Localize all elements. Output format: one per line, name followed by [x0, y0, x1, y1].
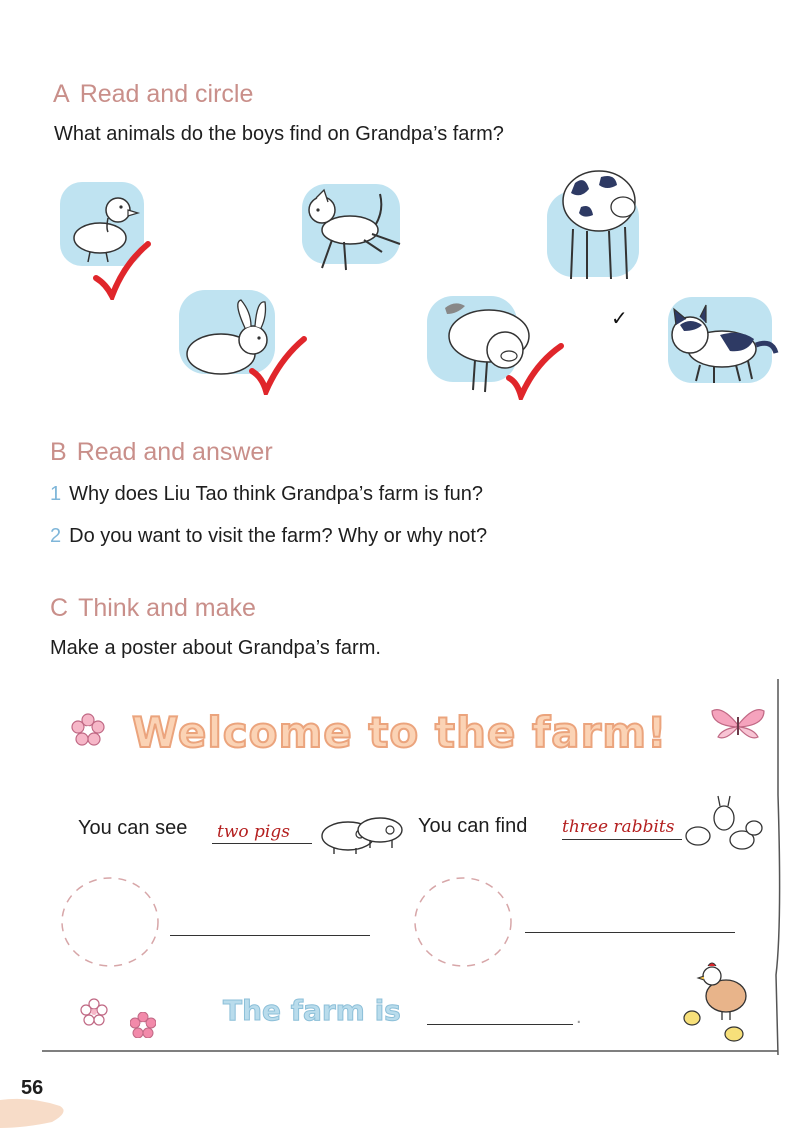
poster-title: Welcome to the farm!: [132, 708, 668, 757]
section-b-heading: [50, 438, 273, 467]
section-a-heading: [53, 80, 253, 109]
section-c-instruction: Make a poster about Grandpa’s farm.: [50, 637, 381, 659]
see-answer-line: [212, 843, 312, 844]
hen-and-chicks-icon: [678, 960, 760, 1048]
pink-flower-icon: [130, 1012, 156, 1038]
question-1-number: 1: [50, 483, 62, 505]
section-a-question: What animals do the boys find on Grandpa’s farm?: [54, 123, 504, 145]
question-2: [50, 525, 487, 548]
section-b-title: Read and answer: [76, 438, 273, 466]
section-a-title: Read and circle: [79, 80, 254, 108]
question-2-text: Do you want to visit the farm? Why or why not?: [69, 525, 488, 547]
cat-check-mark: ✓: [611, 306, 628, 330]
drawing-answer-line-left: [170, 935, 370, 936]
cow-picture: [545, 155, 655, 285]
rabbit-check-mark: [248, 335, 308, 395]
page-number: 56: [21, 1077, 44, 1099]
small-flower-icon: [80, 998, 108, 1026]
rabbits-icon: [680, 792, 764, 856]
question-1: [50, 483, 483, 506]
pig-check-mark: [505, 340, 565, 400]
section-a-letter: A: [53, 80, 70, 108]
section-c-heading: [50, 594, 256, 623]
pigs-icon: [314, 806, 406, 856]
see-label: You can see: [78, 817, 188, 839]
section-c-letter: C: [50, 594, 69, 622]
drawing-circle-left: [55, 872, 165, 972]
find-answer: three rabbits: [562, 817, 675, 837]
section-c-title: Think and make: [78, 594, 256, 622]
find-label: You can find: [418, 815, 528, 837]
drawing-circle-right: [408, 872, 518, 972]
flower-icon: [70, 712, 106, 748]
farm-is-period: .: [576, 1006, 582, 1028]
drawing-answer-line-right: [525, 932, 735, 933]
question-1-text: Why does Liu Tao think Grandpa’s farm is fun?: [69, 483, 484, 505]
question-2-number: 2: [50, 525, 62, 547]
farm-is-label: The farm is: [223, 994, 401, 1027]
see-answer: two pigs: [217, 822, 290, 842]
butterfly-icon: [708, 705, 768, 745]
duck-check-mark: [92, 240, 152, 300]
cat-picture: [660, 295, 780, 390]
find-answer-line: [562, 839, 682, 840]
dog-picture: [292, 180, 412, 280]
farm-is-answer-line: [427, 1024, 573, 1025]
section-b-letter: B: [50, 438, 67, 466]
